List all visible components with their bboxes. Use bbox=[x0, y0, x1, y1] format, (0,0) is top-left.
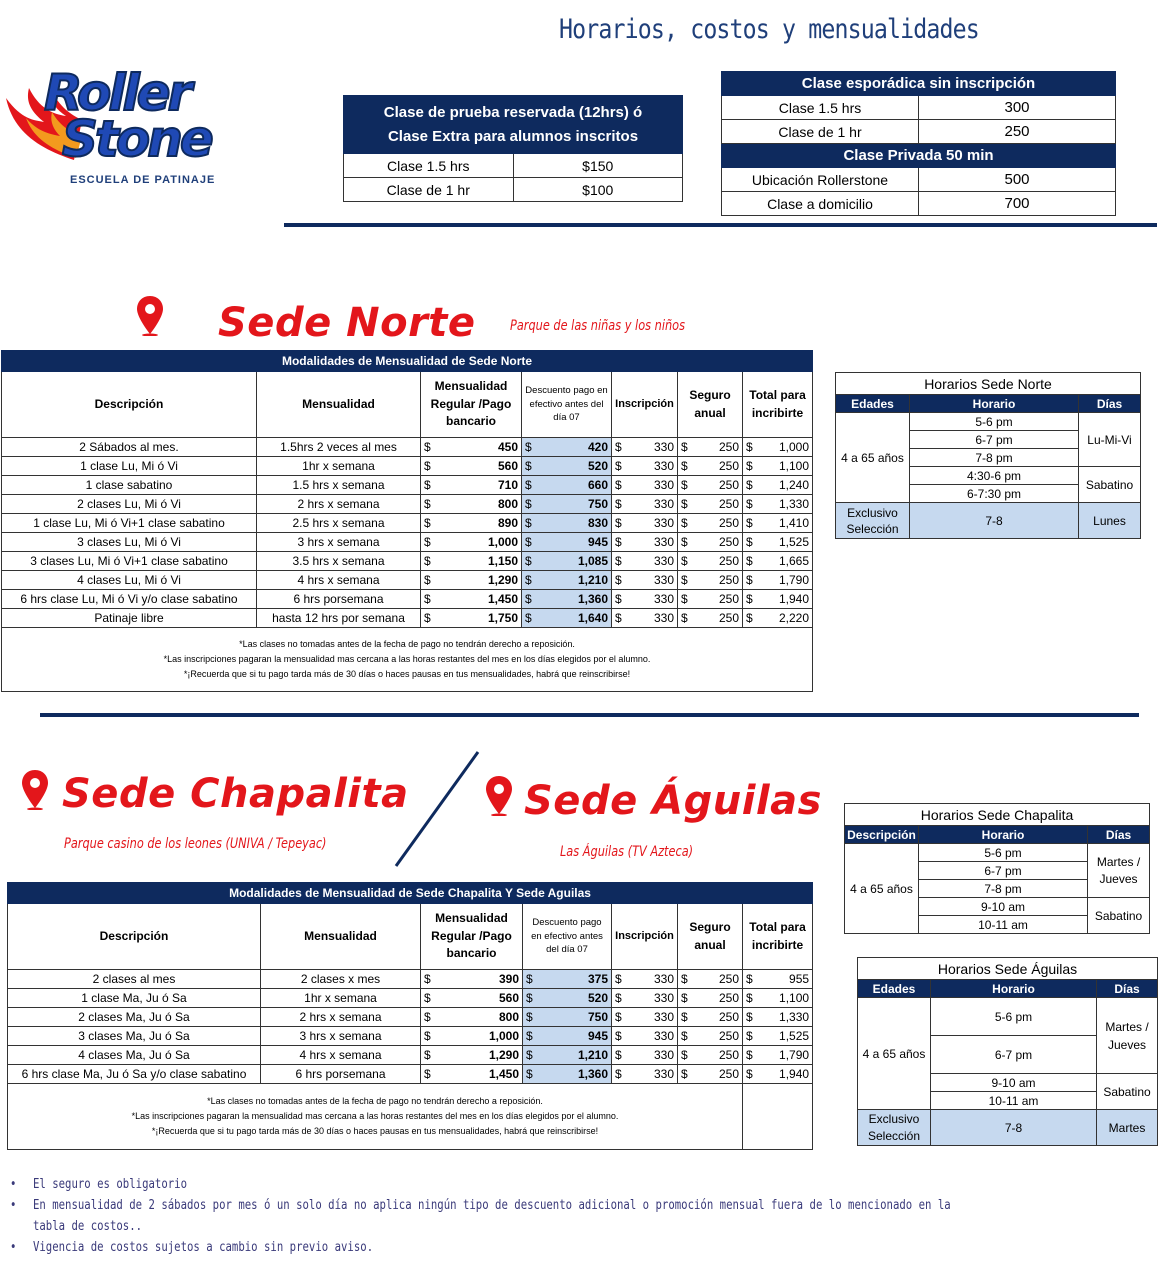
amount-cell: $ 330 bbox=[612, 476, 678, 495]
amount-cell: $ 660 bbox=[522, 476, 612, 495]
logo-line2: Stone bbox=[62, 110, 211, 168]
private-header: Clase Privada 50 min bbox=[722, 144, 1116, 168]
mensualidad-cell: 3 hrs x semana bbox=[261, 1027, 421, 1046]
aguilas-schedule-caption: Horarios Sede Águilas bbox=[858, 958, 1158, 980]
col-edades: Descripción bbox=[845, 826, 919, 844]
amount-cell: $ 1,360 bbox=[522, 590, 612, 609]
amount-cell: $ 250 bbox=[678, 1008, 743, 1027]
mensualidad-cell: 4 hrs x semana bbox=[257, 571, 421, 590]
mensualidad-cell: 1hr x semana bbox=[261, 989, 421, 1008]
amount-cell: $ 1,790 bbox=[743, 571, 813, 590]
description-cell: 6 hrs clase Lu, Mi ó Vi y/o clase sabatino bbox=[2, 590, 257, 609]
table-row bbox=[8, 1046, 813, 1065]
amount-cell: $ 390 bbox=[421, 970, 523, 989]
sporadic-class-table bbox=[721, 71, 1116, 216]
mensualidad-cell: 2.5 hrs x semana bbox=[257, 514, 421, 533]
logo-line1: Roller bbox=[44, 64, 190, 122]
amount-cell: $ 250 bbox=[678, 1046, 743, 1065]
amount-cell: $ 330 bbox=[612, 970, 678, 989]
page-title: Horarios, costos y mensualidades bbox=[559, 14, 979, 45]
location-pin-icon bbox=[486, 776, 512, 816]
amount-cell: $ 955 bbox=[743, 970, 813, 989]
trial-class-table bbox=[343, 95, 683, 202]
table-row: Clase de 1 hr 250 bbox=[722, 120, 1116, 144]
amount-cell: $ 830 bbox=[522, 514, 612, 533]
location-pin-icon bbox=[22, 770, 48, 810]
list-item: • El seguro es obligatorio bbox=[10, 1174, 953, 1195]
logo bbox=[4, 64, 236, 192]
amount-cell: $ 1,210 bbox=[522, 571, 612, 590]
mensualidad-cell: 2 hrs x semana bbox=[257, 495, 421, 514]
amount-cell: $ 250 bbox=[678, 590, 743, 609]
amount-cell: $ 1,525 bbox=[743, 533, 813, 552]
amount-cell: $ 1,665 bbox=[743, 552, 813, 571]
description-cell: 3 clases Lu, Mi ó Vi+1 clase sabatino bbox=[2, 552, 257, 571]
amount-cell: $ 250 bbox=[678, 1065, 743, 1084]
amount-cell: $ 250 bbox=[678, 989, 743, 1008]
description-cell: 4 clases Ma, Ju ó Sa bbox=[8, 1046, 261, 1065]
sede-norte-title: Sede Norte bbox=[218, 300, 476, 346]
amount-cell: $ 250 bbox=[678, 1027, 743, 1046]
aguilas-schedule-table: Horarios Sede Águilas Edades Horario Días 4 a 65 años 5-6 pm Martes / Jueves 6-7 pm 9-10 am Sabatino 10-11 am Exclusivo Selección 7-8 Martes bbox=[857, 957, 1158, 1146]
amount-cell: $ 330 bbox=[612, 989, 678, 1008]
amount-cell: $ 1,085 bbox=[522, 552, 612, 571]
amount-cell: $ 375 bbox=[523, 970, 612, 989]
sede-chapalita-subtitle: Parque casino de los leones (UNIVA / Tepeyac) bbox=[64, 836, 327, 852]
amount-cell: $ 710 bbox=[421, 476, 522, 495]
mensualidad-cell: 2 hrs x semana bbox=[261, 1008, 421, 1027]
norte-notes: *Las clases no tomadas antes de la fecha de pago no tendrán derecho a reposición. *Las inscripciones pagaran la mensualidad mas cercana a las horas restantes del mes en los días elegidos por el alumno. *¡Recuerda que si tu pago tarda más de 30 días o haces pausas en tus mensualidades, habrá que reinscribirse! bbox=[2, 628, 813, 692]
footer-notes bbox=[10, 1174, 953, 1258]
table-row bbox=[2, 495, 813, 514]
norte-schedule-table: Horarios Sede Norte Edades Horario Días 4 a 65 años 5-6 pm Lu-Mi-Vi 6-7 pm 7-8 pm 4:30-6 pm Sabatino 6-7:30 pm Exclusivo Selección 7-8 Lunes bbox=[835, 372, 1141, 539]
amount-cell: $ 800 bbox=[421, 1008, 523, 1027]
amount-cell: $ 1,330 bbox=[743, 1008, 813, 1027]
mensualidad-cell: 1hr x semana bbox=[257, 457, 421, 476]
table-row: Clase de 1 hr $100 bbox=[344, 178, 683, 202]
chapalita-notes: *Las clases no tomadas antes de la fecha de pago no tendrán derecho a reposición. *Las inscripciones pagaran la mensualidad mas cercana a las horas restantes del mes en los días elegidos por el alumno. *¡Recuerda que si tu pago tarda más de 30 días o haces pausas en tus mensualidades, habrá que reinscribirse! bbox=[8, 1084, 743, 1150]
amount-cell: $ 1,640 bbox=[522, 609, 612, 628]
amount-cell: $ 330 bbox=[612, 1008, 678, 1027]
table-row bbox=[2, 438, 813, 457]
sede-norte-subtitle: Parque de las niñas y los niños bbox=[510, 318, 686, 334]
amount-cell: $ 1,790 bbox=[743, 1046, 813, 1065]
mensualidad-cell: 1.5hrs 2 veces al mes bbox=[257, 438, 421, 457]
amount-cell: $ 1,410 bbox=[743, 514, 813, 533]
amount-cell: $ 1,450 bbox=[421, 590, 522, 609]
slash-divider bbox=[392, 750, 482, 868]
amount-cell: $ 1,150 bbox=[421, 552, 522, 571]
amount-cell: $ 250 bbox=[678, 571, 743, 590]
amount-cell: $ 330 bbox=[612, 571, 678, 590]
amount-cell: $ 330 bbox=[612, 457, 678, 476]
table-row bbox=[8, 1008, 813, 1027]
amount-cell: $ 945 bbox=[523, 1027, 612, 1046]
table-row bbox=[2, 457, 813, 476]
mensualidad-cell: 4 hrs x semana bbox=[261, 1046, 421, 1065]
mensualidad-cell: 2 clases x mes bbox=[261, 970, 421, 989]
list-item: • Vigencia de costos sujetos a cambio sin previo aviso. bbox=[10, 1237, 953, 1258]
amount-cell: $ 520 bbox=[523, 989, 612, 1008]
amount-cell: $ 1,000 bbox=[743, 438, 813, 457]
description-cell: 3 clases Lu, Mi ó Vi bbox=[2, 533, 257, 552]
sede-aguilas-subtitle: Las Águilas (TV Azteca) bbox=[560, 844, 694, 860]
mensualidad-cell: 3 hrs x semana bbox=[257, 533, 421, 552]
amount-cell: $ 250 bbox=[678, 970, 743, 989]
norte-table-caption: Modalidades de Mensualidad de Sede Norte bbox=[2, 351, 813, 372]
divider bbox=[284, 223, 1157, 227]
trial-header: Clase de prueba reservada (12hrs) ó Clase Extra para alumnos inscritos bbox=[344, 96, 683, 154]
description-cell: 3 clases Ma, Ju ó Sa bbox=[8, 1027, 261, 1046]
description-cell: 1 clase Lu, Mi ó Vi+1 clase sabatino bbox=[2, 514, 257, 533]
amount-cell: $ 330 bbox=[612, 552, 678, 571]
amount-cell: $ 330 bbox=[612, 438, 678, 457]
amount-cell: $ 1,940 bbox=[743, 1065, 813, 1084]
table-row: Clase 1.5 hrs 300 bbox=[722, 96, 1116, 120]
amount-cell: $ 420 bbox=[522, 438, 612, 457]
table-row bbox=[2, 552, 813, 571]
list-item: • En mensualidad de 2 sábados por mes ó un solo día no aplica ningún tipo de descuento adicional o promoción mensual fuera de lo mencionado en la tabla de costos.. bbox=[10, 1195, 953, 1237]
table-row bbox=[8, 970, 813, 989]
mensualidad-cell: hasta 12 hrs por semana bbox=[257, 609, 421, 628]
amount-cell: $ 330 bbox=[612, 1065, 678, 1084]
mensualidad-cell: 6 hrs porsemana bbox=[257, 590, 421, 609]
description-cell: 2 clases Lu, Mi ó Vi bbox=[2, 495, 257, 514]
chapalita-table-caption: Modalidades de Mensualidad de Sede Chapalita Y Sede Aguilas bbox=[8, 883, 813, 904]
table-row bbox=[2, 514, 813, 533]
table-header-row: Descripción Mensualidad Mensualidad Regular /Pago bancario Descuento pago en efectivo antes del día 07 Inscripción Seguro anual Total para incribirte bbox=[2, 372, 813, 438]
amount-cell: $ 330 bbox=[612, 495, 678, 514]
amount-cell: $ 1,290 bbox=[421, 1046, 523, 1065]
amount-cell: $ 800 bbox=[421, 495, 522, 514]
amount-cell: $ 1,940 bbox=[743, 590, 813, 609]
amount-cell: $ 890 bbox=[421, 514, 522, 533]
sede-aguilas-title: Sede Águilas bbox=[524, 778, 822, 824]
amount-cell: $ 1,100 bbox=[743, 989, 813, 1008]
chapalita-fees-table bbox=[7, 882, 813, 1150]
table-row: Clase a domicilio 700 bbox=[722, 192, 1116, 216]
table-row bbox=[2, 609, 813, 628]
table-row bbox=[2, 590, 813, 609]
description-cell: 2 clases Ma, Ju ó Sa bbox=[8, 1008, 261, 1027]
amount-cell: $ 750 bbox=[523, 1008, 612, 1027]
description-cell: Patinaje libre bbox=[2, 609, 257, 628]
amount-cell: $ 1,330 bbox=[743, 495, 813, 514]
logo-tagline: ESCUELA DE PATINAJE bbox=[70, 174, 216, 186]
table-row bbox=[8, 1027, 813, 1046]
amount-cell: $ 330 bbox=[612, 533, 678, 552]
table-header-row: Descripción Mensualidad Mensualidad Regular /Pago bancario Descuento pago en efectivo antes del día 07 Inscripción Seguro anual Total para incribirte bbox=[8, 904, 813, 970]
amount-cell: $ 1,290 bbox=[421, 571, 522, 590]
mensualidad-cell: 6 hrs porsemana bbox=[261, 1065, 421, 1084]
amount-cell: $ 1,240 bbox=[743, 476, 813, 495]
mensualidad-cell: 3.5 hrs x semana bbox=[257, 552, 421, 571]
amount-cell: $ 250 bbox=[678, 533, 743, 552]
description-cell: 1 clase Ma, Ju ó Sa bbox=[8, 989, 261, 1008]
amount-cell: $ 2,220 bbox=[743, 609, 813, 628]
amount-cell: $ 330 bbox=[612, 514, 678, 533]
amount-cell: $ 1,000 bbox=[421, 533, 522, 552]
table-row bbox=[2, 533, 813, 552]
amount-cell: $ 520 bbox=[522, 457, 612, 476]
chapalita-schedule-caption: Horarios Sede Chapalita bbox=[845, 804, 1150, 826]
amount-cell: $ 250 bbox=[678, 609, 743, 628]
location-pin-icon bbox=[137, 296, 163, 336]
table-row bbox=[8, 989, 813, 1008]
norte-fees-table bbox=[1, 350, 813, 692]
table-row: Ubicación Rollerstone 500 bbox=[722, 168, 1116, 192]
amount-cell: $ 250 bbox=[678, 457, 743, 476]
amount-cell: $ 1,100 bbox=[743, 457, 813, 476]
amount-cell: $ 1,750 bbox=[421, 609, 522, 628]
amount-cell: $ 250 bbox=[678, 552, 743, 571]
amount-cell: $ 330 bbox=[612, 590, 678, 609]
amount-cell: $ 945 bbox=[522, 533, 612, 552]
divider bbox=[40, 713, 1139, 717]
amount-cell: $ 1,525 bbox=[743, 1027, 813, 1046]
amount-cell: $ 1,000 bbox=[421, 1027, 523, 1046]
amount-cell: $ 450 bbox=[421, 438, 522, 457]
amount-cell: $ 250 bbox=[678, 514, 743, 533]
amount-cell: $ 1,210 bbox=[523, 1046, 612, 1065]
chapalita-schedule-table: Horarios Sede Chapalita Descripción Horario Días 4 a 65 años 5-6 pm Martes / Jueves 6-7 pm 7-8 pm 9-10 am Sabatino 10-11 am bbox=[844, 803, 1150, 934]
amount-cell: $ 250 bbox=[678, 476, 743, 495]
description-cell: 1 clase Lu, Mi ó Vi bbox=[2, 457, 257, 476]
table-row bbox=[8, 1065, 813, 1084]
amount-cell: $ 250 bbox=[678, 438, 743, 457]
description-cell: 6 hrs clase Ma, Ju ó Sa y/o clase sabatino bbox=[8, 1065, 261, 1084]
sede-chapalita-title: Sede Chapalita bbox=[62, 771, 409, 817]
amount-cell: $ 1,360 bbox=[523, 1065, 612, 1084]
amount-cell: $ 330 bbox=[612, 609, 678, 628]
amount-cell: $ 1,450 bbox=[421, 1065, 523, 1084]
norte-schedule-caption: Horarios Sede Norte bbox=[836, 373, 1141, 395]
amount-cell: $ 560 bbox=[421, 989, 523, 1008]
table-row: Clase 1.5 hrs $150 bbox=[344, 154, 683, 178]
amount-cell: $ 750 bbox=[522, 495, 612, 514]
mensualidad-cell: 1.5 hrs x semana bbox=[257, 476, 421, 495]
description-cell: 1 clase sabatino bbox=[2, 476, 257, 495]
amount-cell: $ 250 bbox=[678, 495, 743, 514]
table-row bbox=[2, 571, 813, 590]
description-cell: 4 clases Lu, Mi ó Vi bbox=[2, 571, 257, 590]
table-row bbox=[2, 476, 813, 495]
amount-cell: $ 330 bbox=[612, 1046, 678, 1065]
amount-cell: $ 560 bbox=[421, 457, 522, 476]
description-cell: 2 Sábados al mes. bbox=[2, 438, 257, 457]
description-cell: 2 clases al mes bbox=[8, 970, 261, 989]
sporadic-header: Clase esporádica sin inscripción bbox=[722, 72, 1116, 96]
amount-cell: $ 330 bbox=[612, 1027, 678, 1046]
